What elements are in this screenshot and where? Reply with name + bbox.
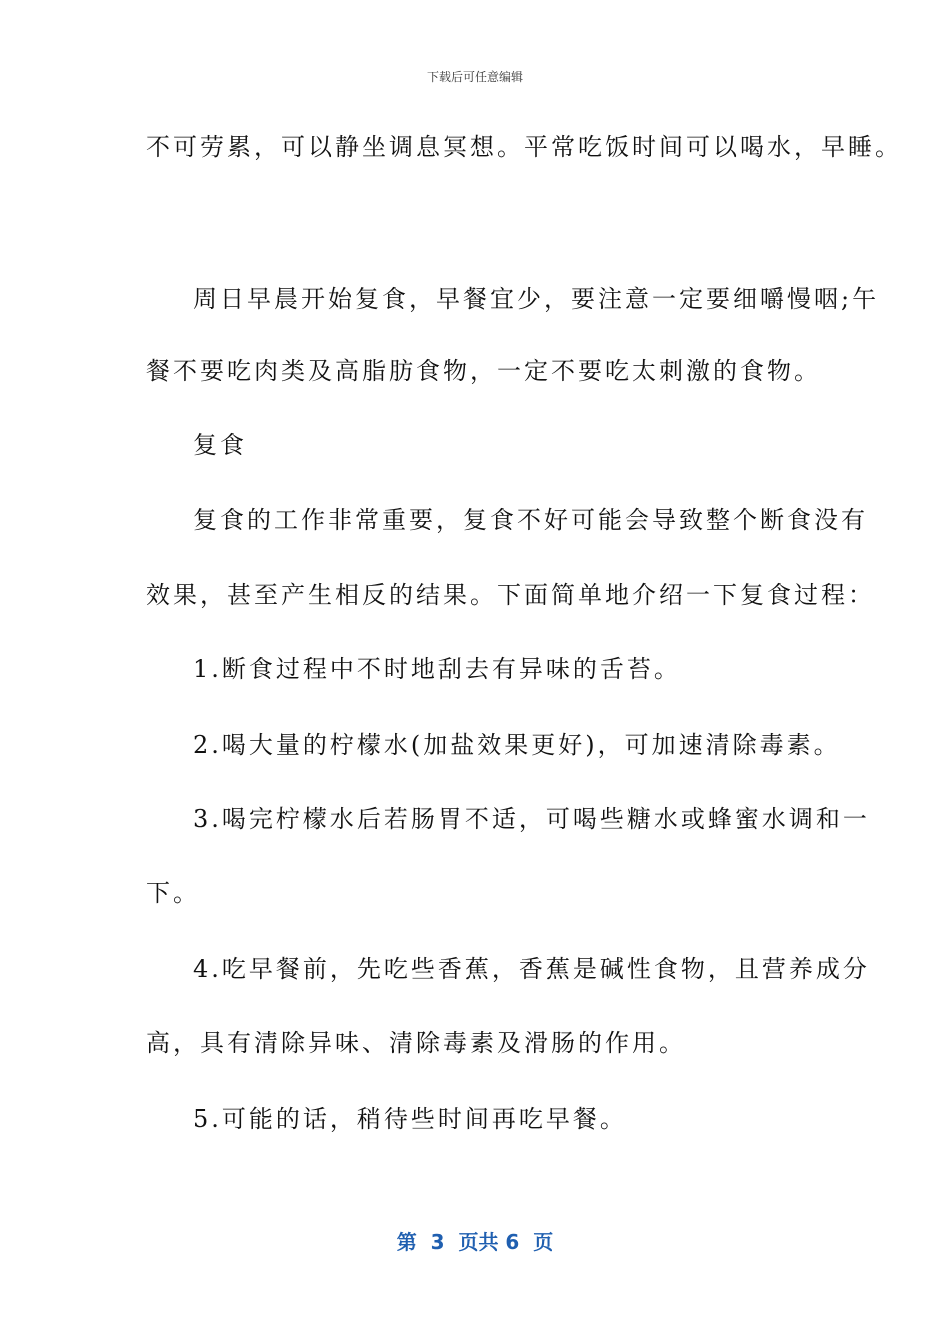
list-item-2: 2.喝大量的柠檬水(加盐效果更好)，可加速清除毒素。 (193, 731, 841, 759)
page-number: 第 3 页共 6 页 (396, 1230, 554, 1254)
body-line-3: 餐不要吃肉类及高脂肪食物，一定不要吃太刺激的食物。 (146, 357, 821, 385)
body-line-2: 周日早晨开始复食，早餐宜少，要注意一定要细嚼慢咽;午 (193, 285, 880, 313)
section-heading-fushi: 复食 (193, 431, 247, 459)
list-item-4-cont: 高，具有清除异味、清除毒素及滑肠的作用。 (146, 1029, 686, 1057)
list-item-5: 5.可能的话，稍待些时间再吃早餐。 (193, 1105, 627, 1133)
list-item-3-cont: 下。 (146, 879, 200, 907)
body-line-6: 效果，甚至产生相反的结果。下面简单地介绍一下复食过程： (146, 581, 875, 609)
list-item-3: 3.喝完柠檬水后若肠胃不适，可喝些糖水或蜂蜜水调和一 (193, 805, 870, 833)
header-note: 下载后可任意编辑 (426, 70, 523, 84)
list-item-1: 1.断食过程中不时地刮去有异味的舌苔。 (193, 655, 681, 683)
body-line-5: 复食的工作非常重要，复食不好可能会导致整个断食没有 (193, 506, 868, 534)
body-line-1: 不可劳累，可以静坐调息冥想。平常吃饭时间可以喝水，早睡。 (146, 133, 902, 161)
list-item-4: 4.吃早餐前，先吃些香蕉，香蕉是碱性食物，且营养成分 (193, 955, 870, 983)
